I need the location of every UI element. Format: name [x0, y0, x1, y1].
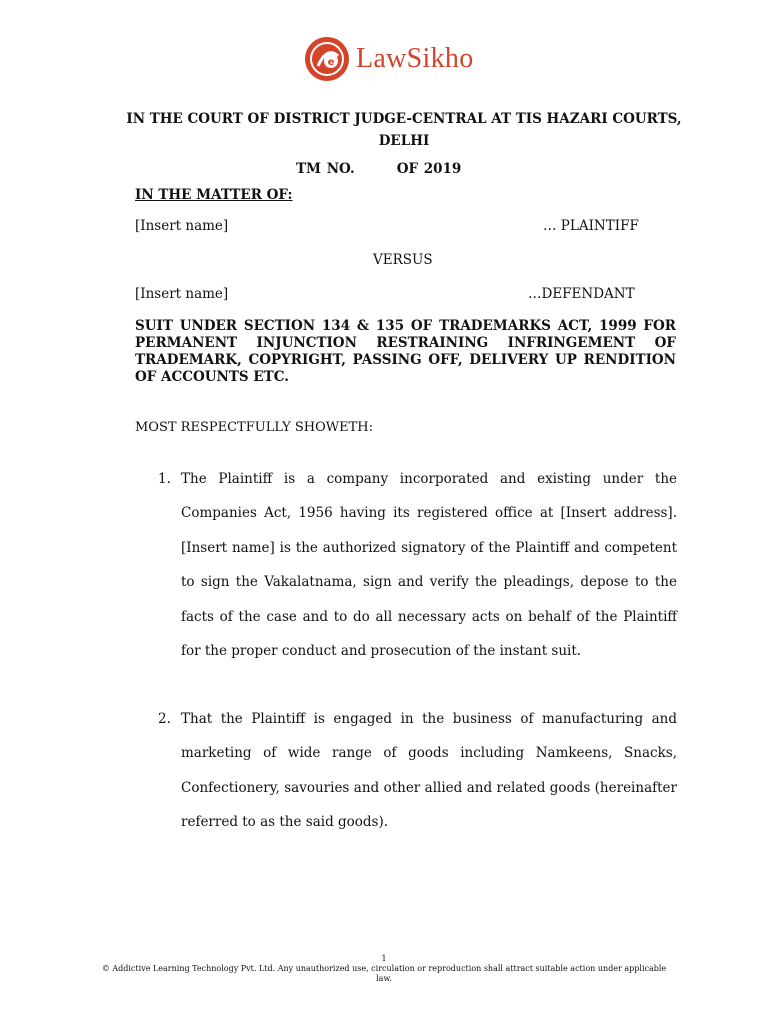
paragraph-2: [158, 702, 677, 840]
paragraph-text: The Plaintiff is a company incorporated and existing under the Companies Act, 1956 having its registered office at [Insert address]. [Insert name] is the authorized signatory of the Plaintiff and competent to sign the Vakalatnama, sign and verify the pleadings, depose to the facts of the case and to do all necessary acts on behalf of the Plaintiff for the proper conduct and prosecution of the instant suit.: [181, 471, 677, 660]
suit-title: SUIT UNDER SECTION 134 & 135 OF TRADEMARKS ACT, 1999 FOR PERMANENT INJUNCTION RESTRAINING INFRINGEMENT OF TRADEMARK, COPYRIGHT, PASSING OFF, DELIVERY UP RENDITION OF ACCOUNTS ETC.: [135, 318, 676, 385]
paragraph-number: 2.: [158, 711, 171, 727]
court-heading: IN THE COURT OF DISTRICT JUDGE-CENTRAL AT TIS HAZARI COURTS, DELHI: [126, 111, 682, 149]
defendant-role: …DEFENDANT: [528, 286, 635, 302]
defendant-name: [Insert name]: [135, 286, 229, 302]
page-number: 1: [381, 954, 387, 963]
brand-name: LawSikho: [356, 43, 474, 74]
lawsikho-logo-icon: [304, 36, 350, 82]
tm-year: OF 2019: [396, 161, 462, 177]
tm-number-line: [296, 158, 461, 180]
paragraph-number: 1.: [158, 471, 171, 487]
versus-label: VERSUS: [373, 252, 433, 268]
lawsikho-logo: [304, 36, 474, 82]
svg-text:e: e: [327, 57, 335, 68]
plaintiff-role: … PLAINTIFF: [543, 218, 639, 234]
tm-number-label: TM NO.: [296, 161, 355, 177]
page-footer: [100, 954, 668, 984]
matter-heading: IN THE MATTER OF:: [135, 187, 293, 203]
showeth-heading: MOST RESPECTFULLY SHOWETH:: [135, 420, 373, 435]
paragraph-text: That the Plaintiff is engaged in the business of manufacturing and marketing of wide range of goods including Namkeens, Snacks, Confectionery, savouries and other allied and related goods (hereinafter referred to as the said goods).: [181, 711, 677, 831]
paragraph-1: [158, 462, 677, 668]
plaintiff-name: [Insert name]: [135, 218, 229, 234]
copyright-notice: © Addictive Learning Technology Pvt. Ltd. Any unauthorized use, circulation or reproduction shall attract suitable action under applicable law.: [101, 964, 667, 983]
